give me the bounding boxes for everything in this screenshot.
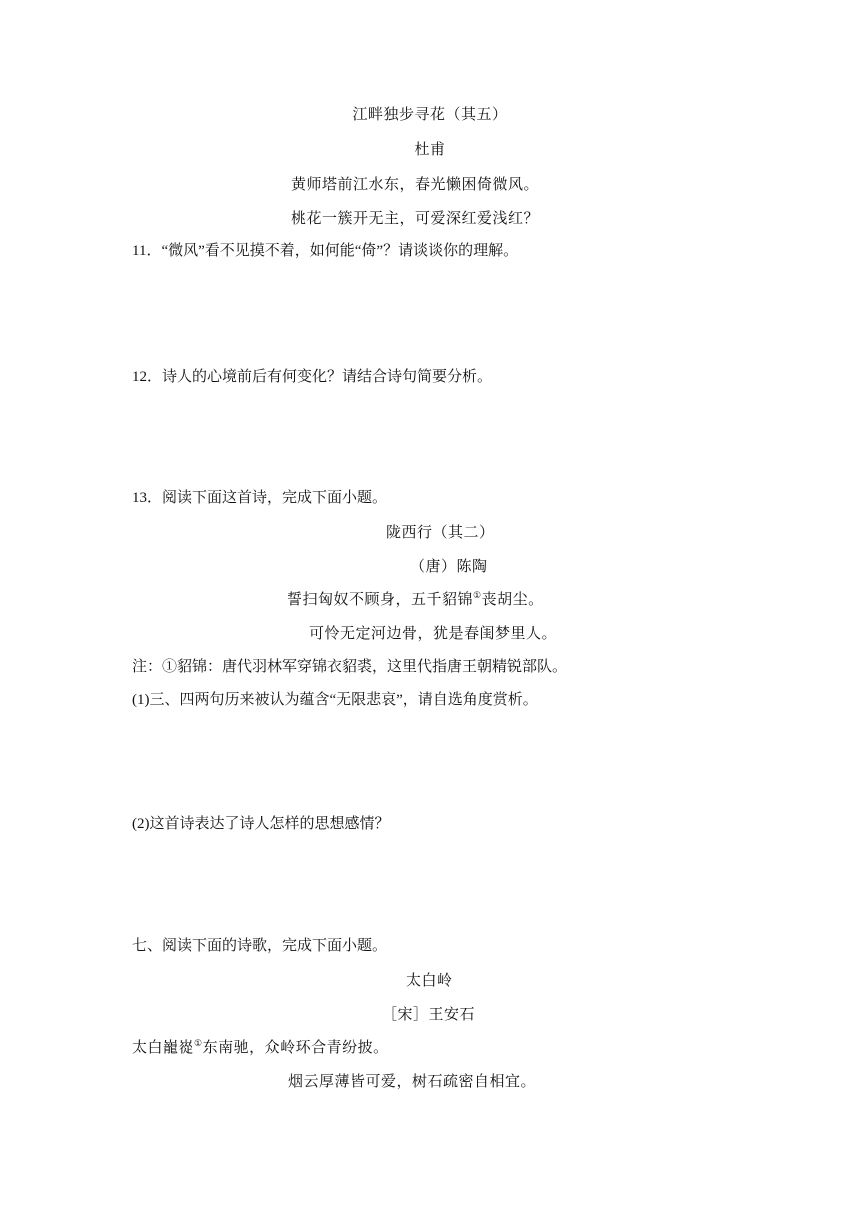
question-12: 12．诗人的心境前后有何变化？请结合诗句简要分析。: [132, 369, 493, 385]
poem-line-text: 丧胡尘。: [481, 590, 544, 608]
poem-title: 陇西行（其二）: [386, 523, 495, 541]
question-13-prompt: 13．阅读下面这首诗，完成下面小题。: [132, 490, 388, 506]
poem-author: ［宋］王安石: [382, 1005, 476, 1023]
poem-line-text: 太白巃嵸: [132, 1038, 195, 1056]
poem-line: 可怜无定河边骨，犹是春闺梦里人。: [309, 624, 558, 642]
poem-line: 桃花一簇开无主，可爱深红爱浅红？: [291, 209, 540, 227]
section-7-prompt: 七、阅读下面的诗歌，完成下面小题。: [132, 938, 388, 954]
poem-line: 烟云厚薄皆可爱，树石疏密自相宜。: [288, 1072, 537, 1090]
poem-line: 黄师塔前江水东，春光懒困倚微风。: [291, 175, 540, 193]
poem-author: 杜甫: [414, 140, 446, 158]
poem-line-text: 誓扫匈奴不顾身，五千貂锦: [287, 590, 474, 608]
footnote: 注：①貂锦：唐代羽林军穿锦衣貂裘，这里代指唐王朝精锐部队。: [132, 659, 568, 675]
footnote-marker: ①: [473, 591, 482, 601]
poem-line: [132, 1037, 389, 1057]
poem-line-text: 东南驰，众岭环合青纷披。: [202, 1038, 389, 1056]
poem-title: 太白岭: [406, 971, 453, 989]
poem-title: 江畔独步寻花（其五）: [352, 105, 508, 123]
question-13-1: (1)三、四两句历来被认为蕴含“无限悲哀”，请自选角度赏析。: [132, 692, 538, 708]
question-11: 11．“微风”看不见摸不着，如何能“倚”？请谈谈你的理解。: [132, 243, 519, 259]
poem-author: （唐）陈陶: [410, 557, 488, 575]
footnote-marker: ①: [194, 1039, 203, 1049]
question-13-2: (2)这首诗表达了诗人怎样的思想感情？: [132, 816, 390, 832]
poem-line: [287, 589, 544, 609]
